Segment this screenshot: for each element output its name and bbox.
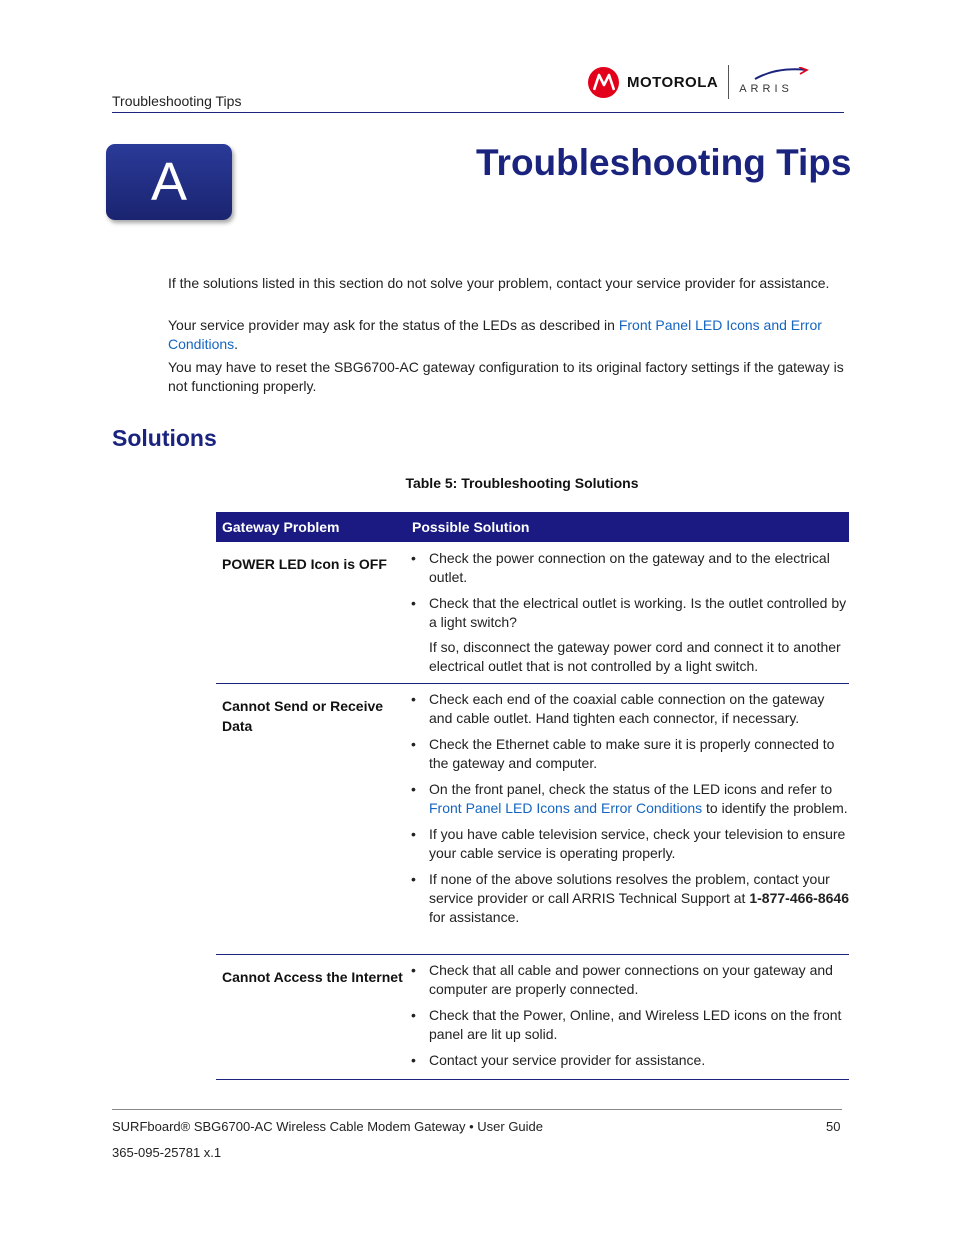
solution-cell <box>408 690 849 954</box>
solution-item <box>408 870 849 927</box>
table-row <box>216 684 849 955</box>
footer-product: SURFboard® SBG6700-AC Wireless Cable Modem Gateway • User Guide <box>112 1119 544 1134</box>
solution-cell <box>408 549 849 683</box>
solution-item-continuation: If so, disconnect the gateway power cord and connect it to another electrical outlet that is not controlled by a light switch. <box>429 639 841 674</box>
table-caption: Table 5: Troubleshooting Solutions <box>405 475 639 491</box>
problem-cell: POWER LED Icon is OFF <box>222 556 387 572</box>
solution-item-text: On the front panel, check the status of the LED icons and refer to <box>429 781 833 797</box>
solution-item: • Check that the electrical outlet is working. Is the outlet controlled by a light switch? <box>408 594 849 632</box>
arris-swoosh-icon <box>753 67 809 81</box>
led-icons-link[interactable]: Front Panel LED Icons and Error Conditions <box>168 317 822 352</box>
troubleshooting-table <box>216 512 849 1080</box>
motorola-batwing-icon <box>588 67 619 98</box>
column-header-solution: Possible Solution <box>412 519 530 535</box>
intro-paragraph-2-end: . <box>234 336 239 352</box>
support-phone-number: 1-877-466-8646 <box>749 890 849 906</box>
table-header-row <box>216 512 849 542</box>
problem-cell: Cannot Access the Internet <box>222 969 403 985</box>
header-rule <box>112 112 844 113</box>
table-row <box>216 542 849 684</box>
arris-logo <box>739 65 809 99</box>
solution-item-text-end: to identify the problem. <box>702 800 848 816</box>
column-header-problem: Gateway Problem <box>222 519 340 535</box>
intro-paragraph-1: If the solutions listed in this section do not solve your problem, contact your service provider for assistance. <box>168 275 830 291</box>
intro-paragraph-2-text: Your service provider may ask for the status of the LEDs as described in <box>168 317 619 333</box>
intro-paragraph-3: You may have to reset the SBG6700-AC gateway configuration to its original factory settings if the gateway is not functioning properly. <box>168 359 844 394</box>
solution-item: • If you have cable television service, check your television to ensure your cable service is operating properly. <box>408 825 849 863</box>
motorola-wordmark: MOTOROLA <box>627 73 719 91</box>
footer-rule <box>112 1109 842 1110</box>
led-icons-link[interactable]: Front Panel LED Icons and Error Conditions <box>429 800 703 816</box>
brand-logo <box>588 64 809 100</box>
page-title: Troubleshooting Tips <box>476 142 852 183</box>
arris-wordmark: ARRIS <box>739 83 793 95</box>
solution-item: • Check that all cable and power connections on your gateway and computer are properly connected. <box>408 961 849 999</box>
solution-item-text-end: for assistance. <box>429 909 520 925</box>
solution-item: • Check the Ethernet cable to make sure it is properly connected to the gateway and computer. <box>408 735 849 773</box>
logo-divider <box>728 65 729 99</box>
solution-cell <box>408 961 849 1079</box>
solution-item-text: If none of the above solutions resolves the problem, contact your service provider or call ARRIS Technical Support at <box>429 871 830 906</box>
section-heading: Solutions <box>112 425 217 451</box>
table-row <box>216 955 849 1080</box>
page-number: 50 <box>826 1119 841 1134</box>
solution-item: • Check that the Power, Online, and Wireless LED icons on the front panel are lit up solid. <box>408 1006 849 1044</box>
intro-paragraph-2 <box>168 316 844 354</box>
solution-item <box>408 780 849 818</box>
running-header: Troubleshooting Tips <box>112 93 242 109</box>
solution-item: • Contact your service provider for assistance. <box>408 1051 849 1070</box>
chapter-letter-badge: A <box>106 144 232 220</box>
footer-doc-number: 365-095-25781 x.1 <box>112 1145 222 1160</box>
solution-item: • Check each end of the coaxial cable connection on the gateway and cable outlet. Hand tighten each connector, if necessary. <box>408 690 849 728</box>
solution-item: • Check the power connection on the gateway and to the electrical outlet. <box>408 549 849 587</box>
problem-cell: Cannot Send or Receive Data <box>222 698 384 734</box>
